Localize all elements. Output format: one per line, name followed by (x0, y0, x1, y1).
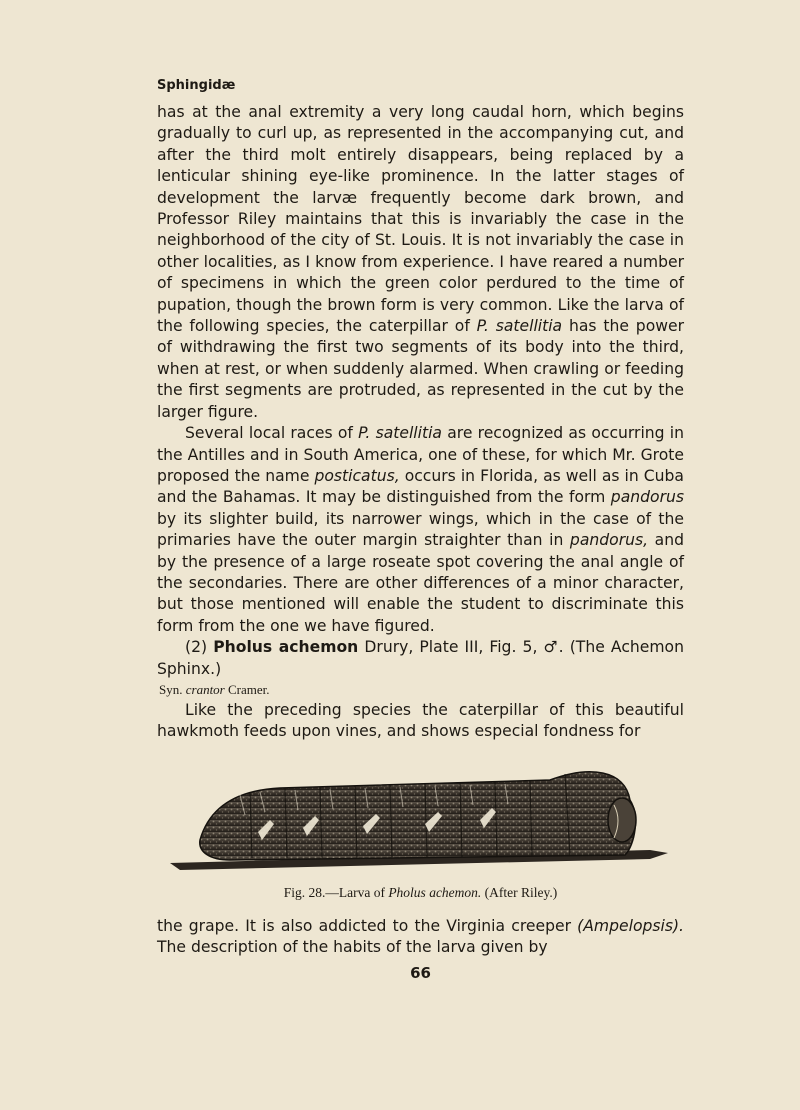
running-head: Sphingidæ (157, 78, 236, 93)
species-heading: (2) Pholus achemon Drury, Plate III, Fig. 5, ♂. (The Achemon Sphinx.) (157, 638, 684, 678)
paragraph-achemon: Like the preceding species the caterpillar of this beautiful hawkmoth feeds upon vines, and shows especial fondness for (157, 700, 684, 741)
body-text (157, 102, 684, 743)
figure-caption: Fig. 28.—Larva of Pholus achemon. (After Riley.) (283, 885, 558, 900)
continuation-text (157, 916, 684, 959)
paragraph-local-races: Several local races of P. satellitia are recognized as occurring in the Antilles and in South America, one of these, for which Mr. Grote proposed the name posticatus, occurs in Florida, as well as in Cuba and the Bahamas. It may be distinguished from the form pandorus by its slighter build, its narrower wings, which in the case of the primaries have the outer margin straighter than in pandorus, and by the presence of a large roseate spot covering the anal angle of the secondaries. There are other differences of a minor character, but those mentioned will enable the student to discriminate this form from the one we have figured. (157, 424, 684, 635)
larva-illustration (170, 760, 670, 885)
page-number: 66 (410, 964, 431, 982)
synonym-line: Syn. crantor Cramer. (159, 681, 270, 697)
paragraph-grape: the grape. It is also addicted to the Virginia creeper (Ampelopsis). The description of the habits of the larva given by (157, 917, 684, 957)
paragraph-larva-description: has at the anal extremity a very long caudal horn, which begins gradually to curl up, as represented in the accompanying cut, and after the third molt entirely disappears, being replaced by a lenticular shining eye-like prominence. In the latter stages of development the larvæ frequently become dark brown, and Professor Riley maintains that this is invariably the case in the neighborhood of the city of St. Louis. It is not invariably the case in other localities, as I know from experience. I have reared a number of specimens in which the green color perdured to the time of pupation, though the brown form is very common. Like the larva of the following species, the caterpillar of P. satellitia has the power of withdrawing the first two segments of its body into the third, when at rest, or when suddenly alarmed. When crawling or feeding the first segments are protruded, as represented in the cut by the larger figure. (157, 103, 684, 421)
figure-larva (170, 760, 670, 885)
